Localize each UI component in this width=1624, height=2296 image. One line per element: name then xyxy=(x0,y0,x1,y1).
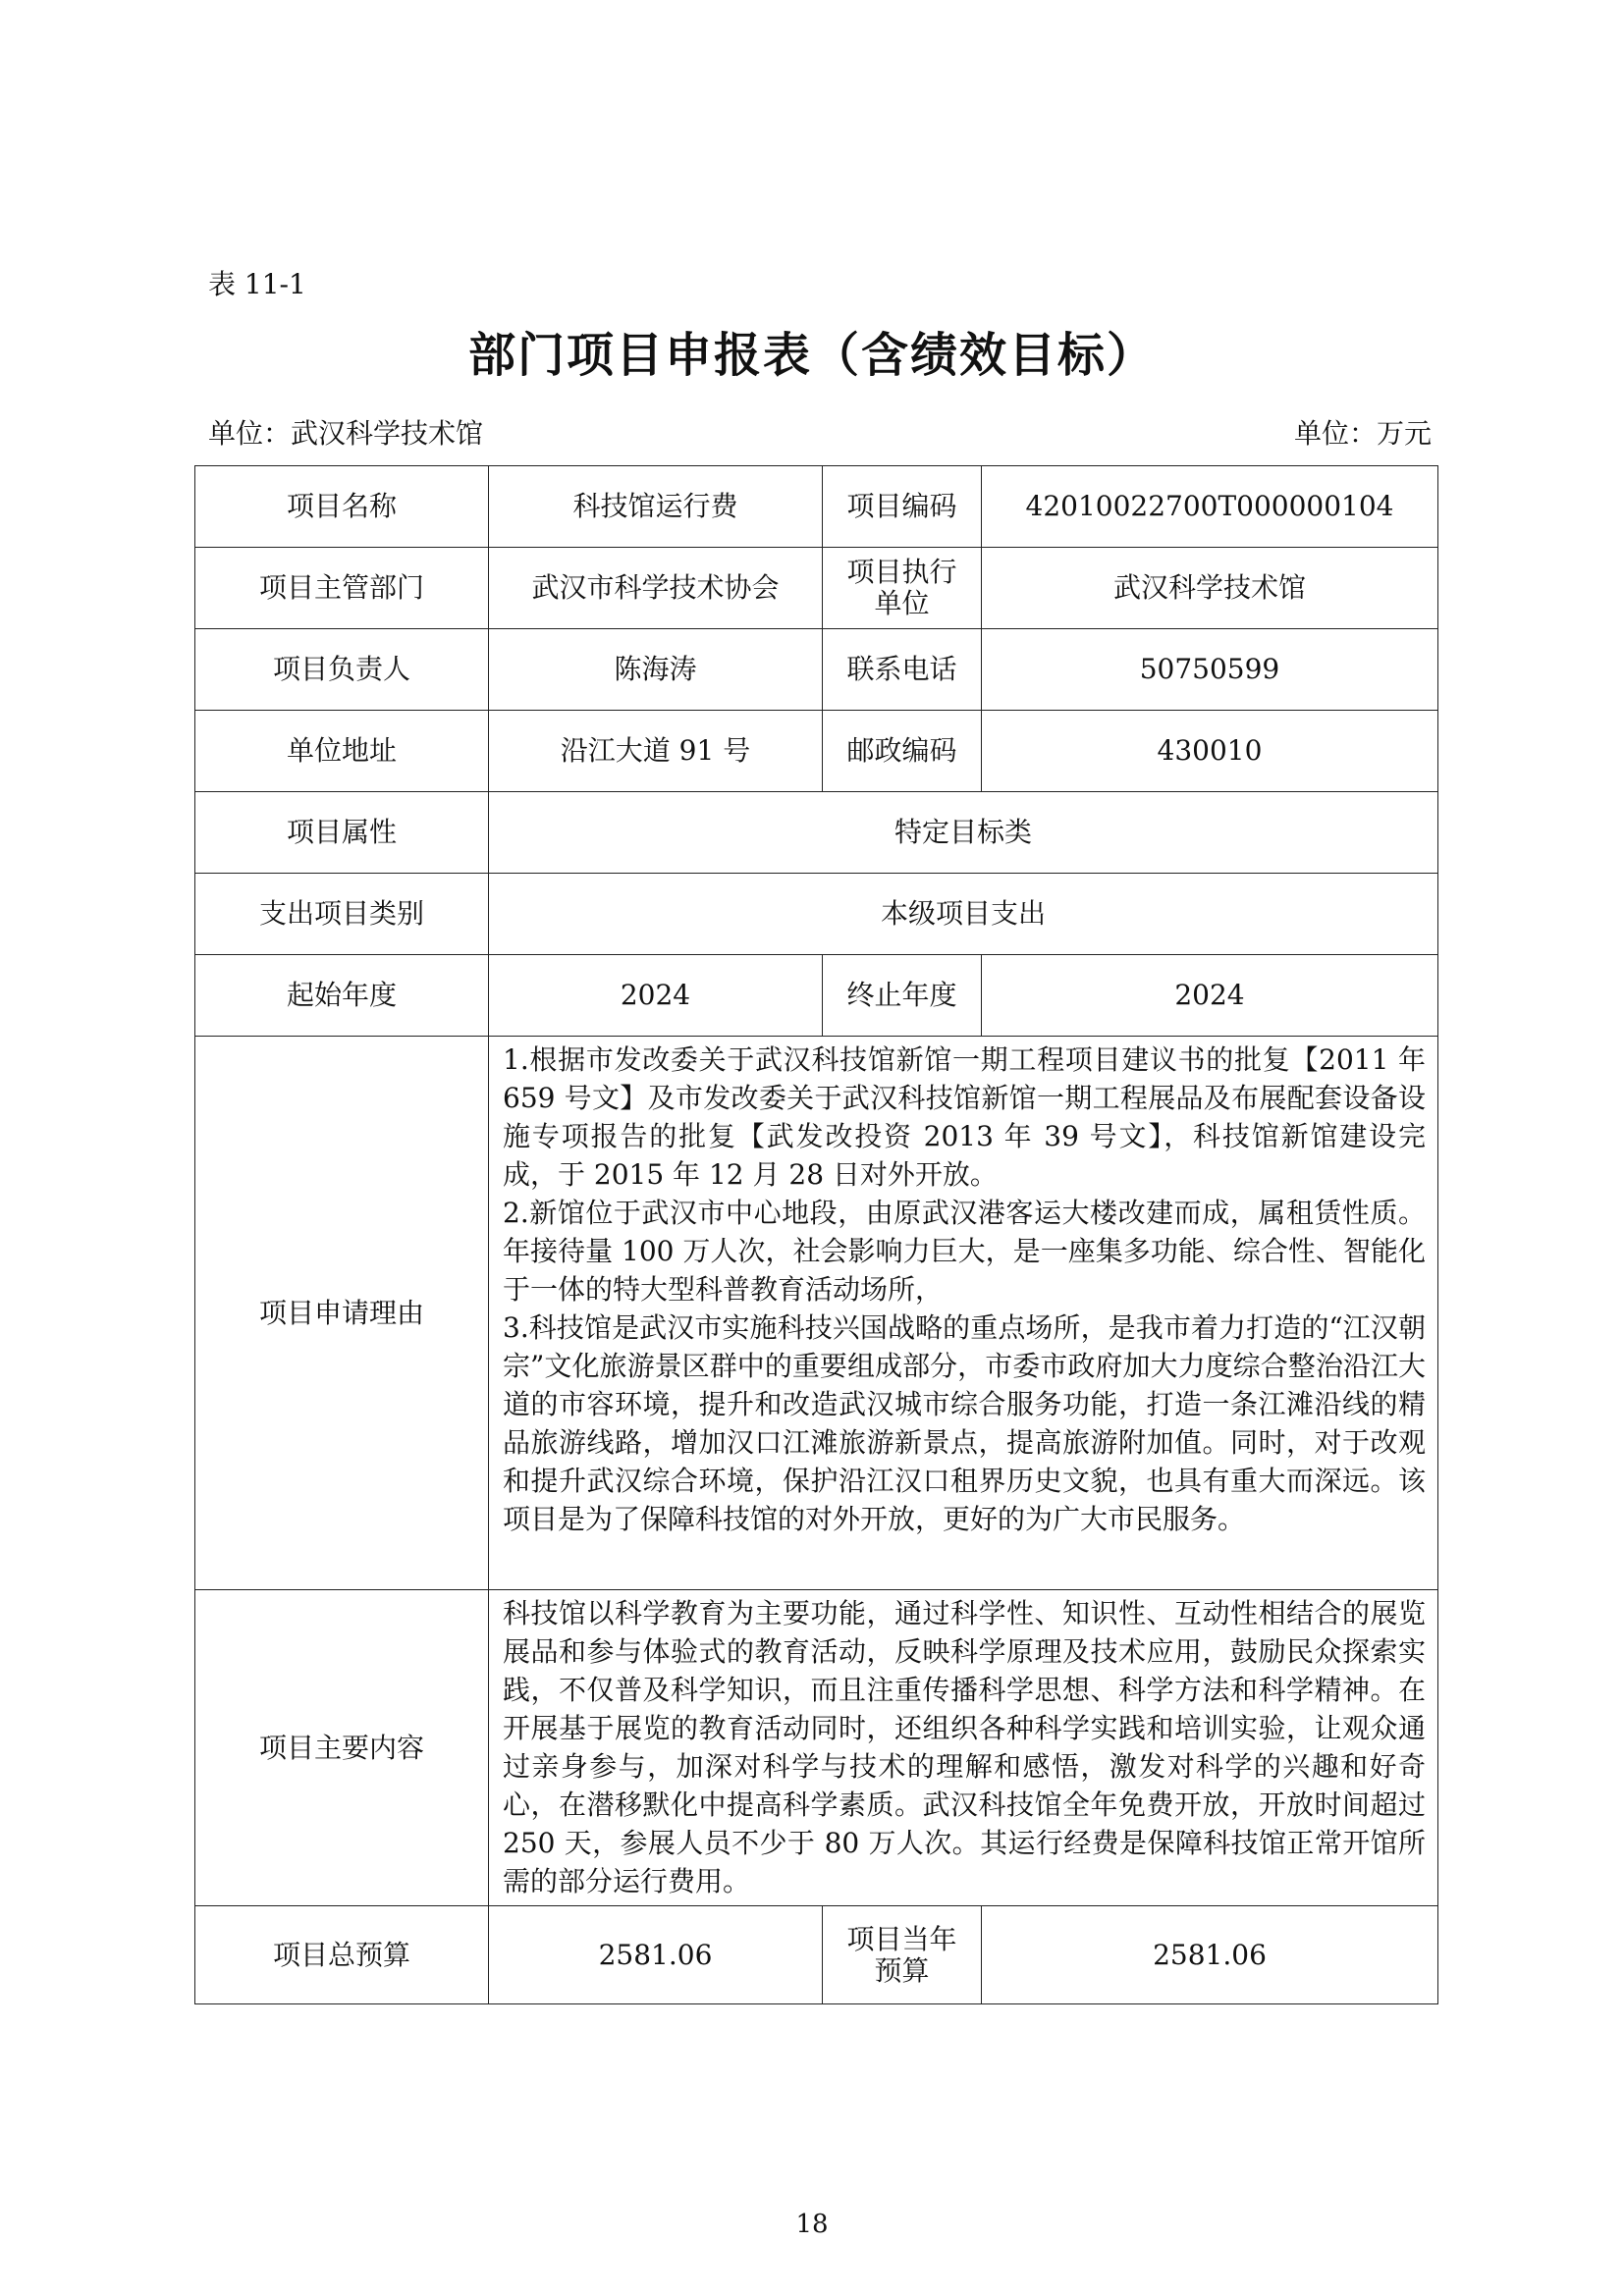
address-label: 单位地址 xyxy=(195,711,489,792)
reason-content xyxy=(489,1037,1438,1590)
project-name-value: 科技馆运行费 xyxy=(489,466,823,548)
phone-value: 50750599 xyxy=(982,629,1438,711)
attribute-value: 特定目标类 xyxy=(489,792,1438,874)
page-title: 部门项目申报表（含绩效目标） xyxy=(467,328,1156,383)
supervisor-label: 项目主管部门 xyxy=(195,548,489,629)
total-budget-label: 项目总预算 xyxy=(195,1906,489,2004)
start-year-value: 2024 xyxy=(489,955,823,1037)
table-row xyxy=(195,955,1438,1037)
supervisor-value: 武汉市科学技术协会 xyxy=(489,548,823,629)
table-row xyxy=(195,711,1438,792)
leader-label: 项目负责人 xyxy=(195,629,489,711)
postcode-value: 430010 xyxy=(982,711,1438,792)
annual-budget-label-line1: 项目当年 xyxy=(846,1922,957,1955)
reason-label: 项目申请理由 xyxy=(195,1037,489,1590)
annual-budget-label-line2: 预算 xyxy=(874,1953,930,1987)
total-budget-value: 2581.06 xyxy=(489,1906,823,2004)
unit-currency: 单位：万元 xyxy=(1293,417,1432,450)
executor-label-line1: 项目执行 xyxy=(846,556,957,588)
project-code-label: 项目编码 xyxy=(823,466,982,548)
project-declaration-table xyxy=(194,465,1438,2004)
address-value: 沿江大道 91 号 xyxy=(489,711,823,792)
table-row xyxy=(195,629,1438,711)
content-value: 科技馆以科学教育为主要功能，通过科学性、知识性、互动性相结合的展览展品和参与体验式的教育活动，反映科学原理及技术应用，鼓励民众探索实践，不仅普及科学知识，而且注重传播科学思想、科学方法和科学精神。在开展基于展览的教育活动同时，还组织各种科学实践和培训实验，让观众通过亲身参与，加深对科学与技术的理解和感悟，激发对科学的兴趣和好奇心，在潜移默化中提高科学素质。武汉科技馆全年免费开放，开放时间超过 250 天，参展人员不少于 80 万人次。其运行经费是保障科技馆正常开馆所需的部分运行费用。 xyxy=(489,1590,1438,1906)
reason-paragraph-1: 1.根据市发改委关于武汉科技馆新馆一期工程项目建议书的批复【2011 年 659 号文】及市发改委关于武汉科技馆新馆一期工程展品及布展配套设备设施专项报告的批复【武发改投资 2013 年 39 号文】，科技馆新馆建设完成，于 2015 年 12 月 28 日对外开放。 xyxy=(503,1043,1426,1191)
table-row xyxy=(195,874,1438,955)
table-number: 表 11-1 xyxy=(208,268,306,300)
annual-budget-value: 2581.06 xyxy=(982,1906,1438,2004)
table-row xyxy=(195,466,1438,548)
attribute-label: 项目属性 xyxy=(195,792,489,874)
reason-paragraph-2: 2.新馆位于武汉市中心地段，由原武汉港客运大楼改建而成，属租赁性质。年接待量 100 万人次，社会影响力巨大，是一座集多功能、综合性、智能化于一体的特大型科普教育活动场所， xyxy=(503,1197,1426,1306)
category-value: 本级项目支出 xyxy=(489,874,1438,955)
table-row xyxy=(195,792,1438,874)
content-label: 项目主要内容 xyxy=(195,1590,489,1906)
table-row xyxy=(195,548,1438,629)
table-row xyxy=(195,1906,1438,2004)
executor-label-line2: 单位 xyxy=(874,587,930,619)
table-row xyxy=(195,1590,1438,1906)
unit-organization: 单位：武汉科学技术馆 xyxy=(208,417,484,450)
project-code-value: 42010022700T000000104 xyxy=(982,466,1438,548)
table-row xyxy=(195,1037,1438,1590)
postcode-label: 邮政编码 xyxy=(823,711,982,792)
page-number: 18 xyxy=(795,2210,829,2239)
leader-value: 陈海涛 xyxy=(489,629,823,711)
project-name-label: 项目名称 xyxy=(195,466,489,548)
executor-value: 武汉科学技术馆 xyxy=(982,548,1438,629)
start-year-label: 起始年度 xyxy=(195,955,489,1037)
end-year-value: 2024 xyxy=(982,955,1438,1037)
reason-paragraph-3: 3.科技馆是武汉市实施科技兴国战略的重点场所，是我市着力打造的“江汉朝宗”文化旅游景区群中的重要组成部分，市委市政府加大力度综合整治沿江大道的市容环境，提升和改造武汉城市综合服务功能，打造一条江滩沿线的精品旅游线路，增加汉口江滩旅游新景点，提高旅游附加值。同时，对于改观和提升武汉综合环境，保护沿江汉口租界历史文貌，也具有重大而深远。该项目是为了保障科技馆的对外开放，更好的为广大市民服务。 xyxy=(503,1311,1426,1535)
end-year-label: 终止年度 xyxy=(823,955,982,1037)
annual-budget-label xyxy=(823,1906,982,2004)
phone-label: 联系电话 xyxy=(823,629,982,711)
executor-label xyxy=(823,548,982,629)
category-label: 支出项目类别 xyxy=(195,874,489,955)
